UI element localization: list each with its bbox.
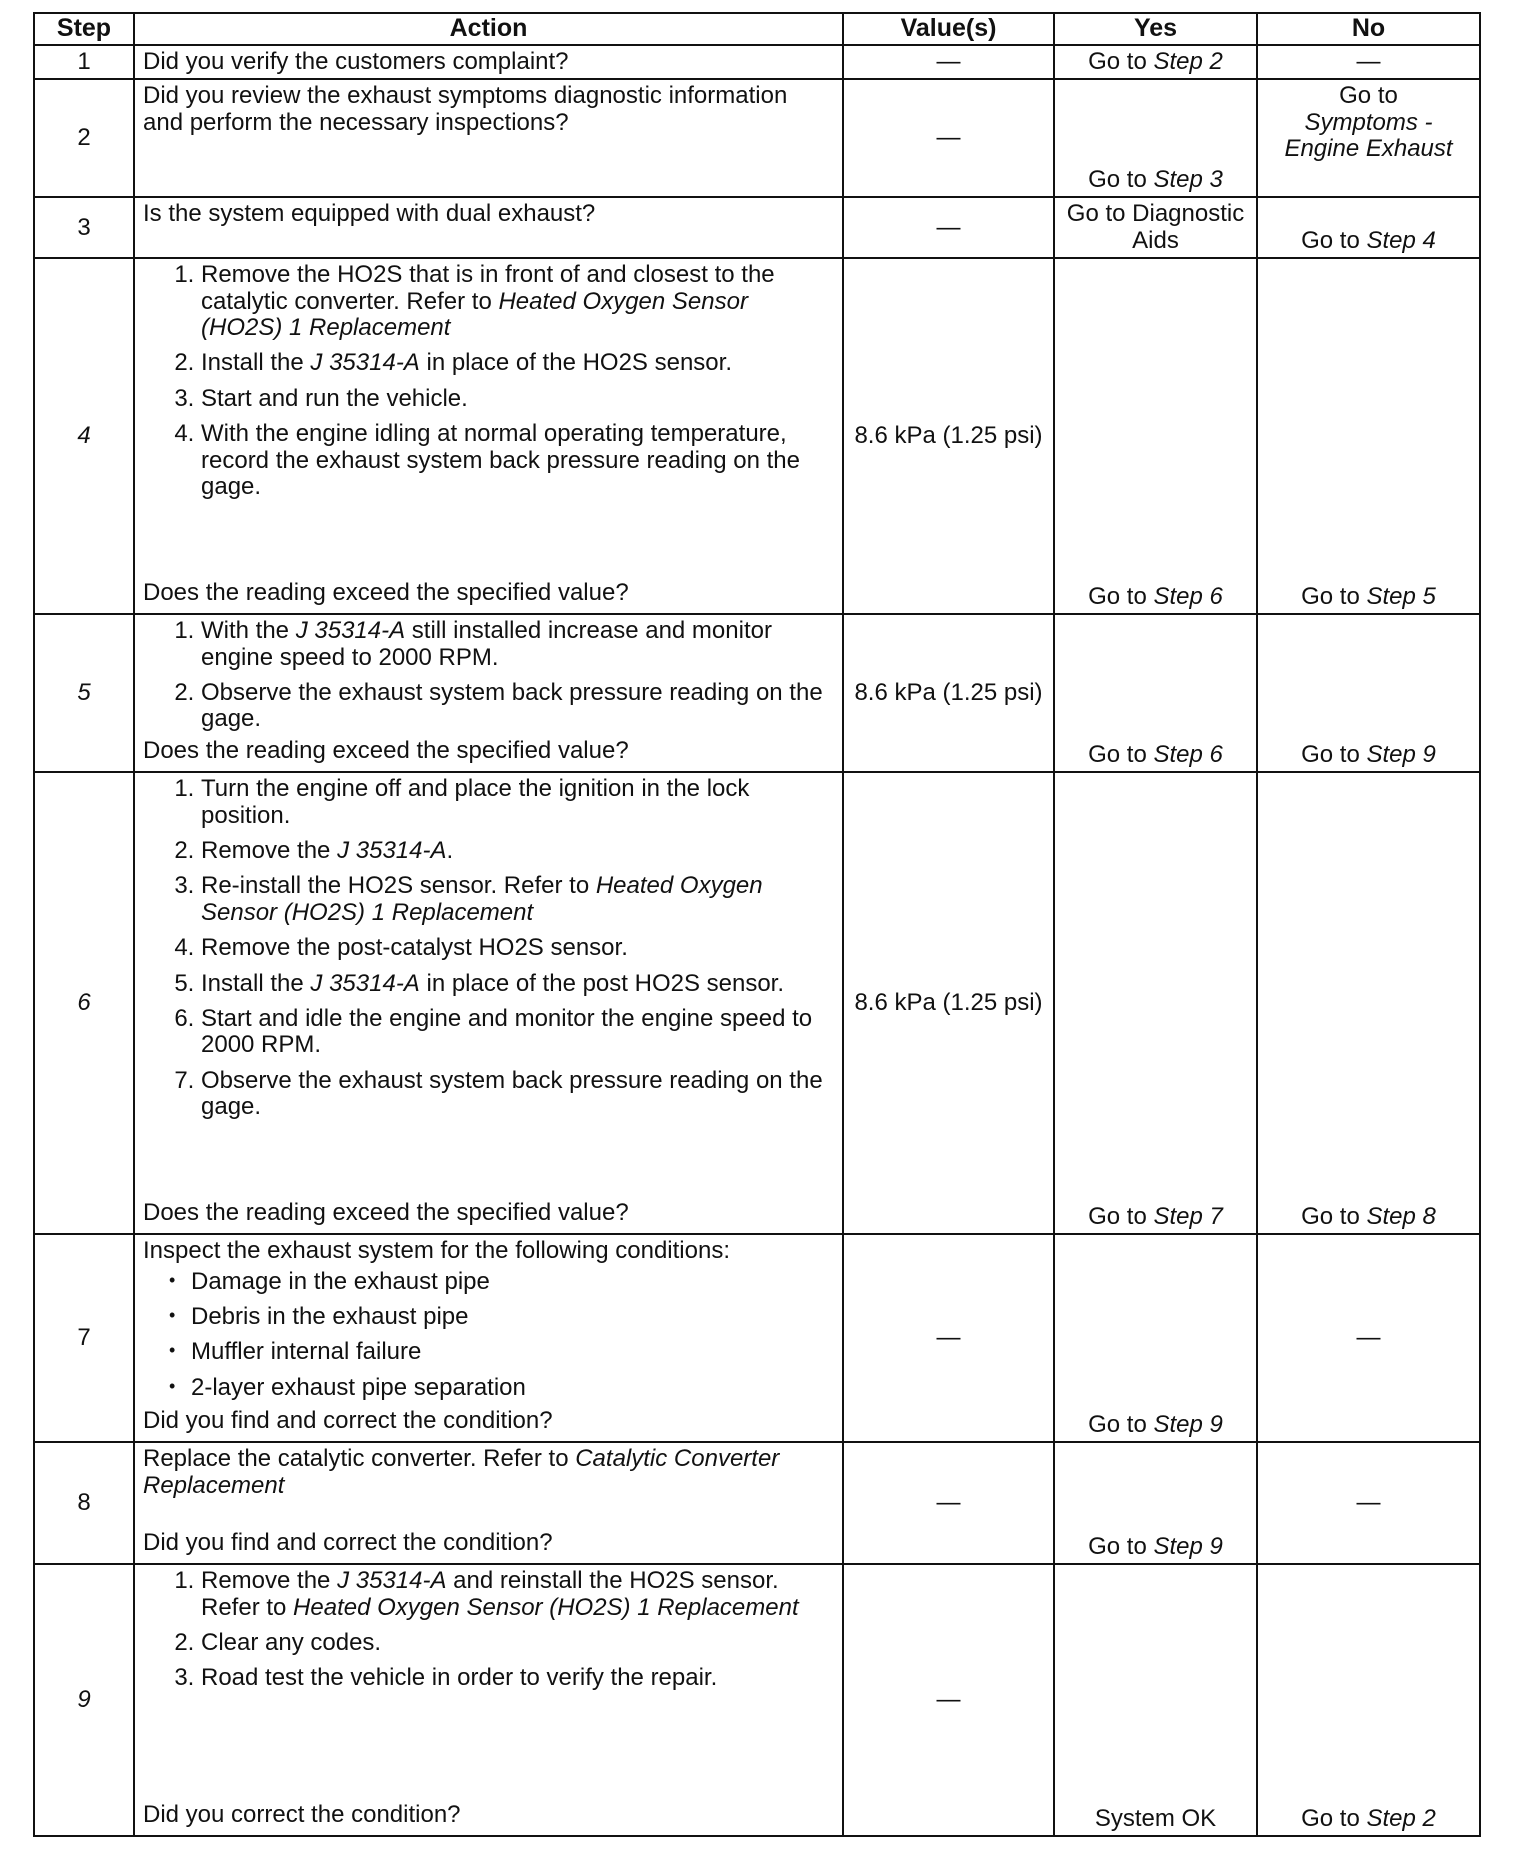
condition-list xyxy=(143,1269,832,1402)
item-text: still installed increase and monitor engine speed to 2000 RPM. xyxy=(201,617,772,671)
table-row-step-5 xyxy=(34,614,1480,772)
question-text: Did you review the exhaust symptoms diagnostic information and perform the necessary inspections? xyxy=(143,82,788,136)
step-number: 1 xyxy=(34,45,134,79)
goto-label: Go to xyxy=(1088,1410,1154,1438)
header-step: Step xyxy=(34,13,134,45)
diagnostic-table xyxy=(33,12,1481,1837)
goto-target: Step 3 xyxy=(1153,166,1223,193)
value-cell: 8.6 kPa (1.25 psi) xyxy=(843,614,1054,772)
action-item: 7. Observe the exhaust system back pressure reading on the gage. xyxy=(201,1068,832,1121)
goto-target: Step 4 xyxy=(1366,226,1436,254)
goto-label: Go to xyxy=(1088,48,1154,75)
step-number: 3 xyxy=(34,197,134,258)
value-cell: — xyxy=(843,79,1054,197)
action-item: 4. Remove the post-catalyst HO2S sensor. xyxy=(201,935,832,961)
condition-item: • Debris in the exhaust pipe xyxy=(191,1304,832,1330)
no-cell: — xyxy=(1257,1234,1480,1442)
item-text: and reinstall the HO2S sensor. Refer to xyxy=(201,1567,779,1621)
goto-label: Go to xyxy=(1301,1804,1367,1832)
goto-label: Go to xyxy=(1088,582,1154,610)
goto-target: Step 6 xyxy=(1153,582,1223,610)
value-cell: — xyxy=(843,1234,1054,1442)
question-text: Is the system equipped with dual exhaust? xyxy=(143,200,596,228)
table-row-step-7 xyxy=(34,1234,1480,1442)
question-text: Did you find and correct the condition? xyxy=(143,1528,553,1556)
no-cell xyxy=(1257,614,1480,772)
yes-cell xyxy=(1054,79,1257,197)
goto-target: Step 7 xyxy=(1153,1202,1223,1230)
value-cell: 8.6 kPa (1.25 psi) xyxy=(843,258,1054,614)
value-cell: 8.6 kPa (1.25 psi) xyxy=(843,772,1054,1234)
action-cell xyxy=(134,772,843,1234)
reference-link: Heated Oxygen Sensor (HO2S) 1 Replacement xyxy=(293,1593,799,1621)
goto-label: Go to xyxy=(1088,1532,1154,1560)
goto-target: Step 9 xyxy=(1366,740,1436,768)
header-no: No xyxy=(1257,13,1480,45)
intro-text xyxy=(143,1446,832,1499)
goto-target: Step 2 xyxy=(1366,1804,1436,1832)
header-row xyxy=(34,13,1480,45)
item-text: Replace the catalytic converter. Refer to xyxy=(143,1445,576,1473)
action-list xyxy=(143,1568,832,1692)
question-text: Does the reading exceed the specified value? xyxy=(143,736,629,764)
yes-cell xyxy=(1054,258,1257,614)
goto-target: Step 9 xyxy=(1153,1410,1223,1438)
table-row-step-4 xyxy=(34,258,1480,614)
action-item: 2. Clear any codes. xyxy=(201,1630,832,1656)
item-text: Remove the HO2S that is in front of and closest to the catalytic converter. Refer to xyxy=(201,261,775,315)
goto-target: Step 6 xyxy=(1153,740,1223,768)
yes-cell xyxy=(1054,772,1257,1234)
item-text: Remove the xyxy=(201,1567,338,1595)
condition-item: • Muffler internal failure xyxy=(191,1339,832,1365)
item-text: . xyxy=(446,836,454,864)
action-item: 2. Observe the exhaust system back pressure reading on the gage. xyxy=(201,680,832,733)
no-cell: — xyxy=(1257,45,1480,79)
tool-name: J 35314-A xyxy=(310,349,420,377)
goto-label: Go to xyxy=(1088,166,1154,193)
question-text: Did you verify the customers complaint? xyxy=(143,48,569,75)
action-cell xyxy=(134,1564,843,1836)
action-cell xyxy=(134,45,843,79)
item-text: With the xyxy=(201,617,296,645)
table-row-step-2 xyxy=(34,79,1480,197)
action-item xyxy=(201,262,832,341)
table-row-step-3 xyxy=(34,197,1480,258)
header-yes: Yes xyxy=(1054,13,1257,45)
table-row-step-9 xyxy=(34,1564,1480,1836)
goto-label: Go to xyxy=(1301,1202,1367,1230)
reference-link: Heated Oxygen Sensor (HO2S) 1 Replacement xyxy=(201,872,763,926)
action-cell xyxy=(134,197,843,258)
action-cell xyxy=(134,79,843,197)
question-text: Did you find and correct the condition? xyxy=(143,1406,553,1434)
step-number: 7 xyxy=(34,1234,134,1442)
tool-name: J 35314-A xyxy=(337,836,447,864)
action-item xyxy=(201,350,832,376)
step-number: 8 xyxy=(34,1442,134,1564)
yes-cell: Go to Diagnostic Aids xyxy=(1054,197,1257,258)
no-cell xyxy=(1257,1564,1480,1836)
header-values: Value(s) xyxy=(843,13,1054,45)
question-text: Does the reading exceed the specified value? xyxy=(143,578,629,606)
action-item: 6. Start and idle the engine and monitor the engine speed to 2000 RPM. xyxy=(201,1006,832,1059)
action-item xyxy=(201,838,832,864)
action-cell xyxy=(134,614,843,772)
condition-item: • Damage in the exhaust pipe xyxy=(191,1269,832,1295)
value-cell: — xyxy=(843,45,1054,79)
yes-cell xyxy=(1054,1442,1257,1564)
table-row-step-6 xyxy=(34,772,1480,1234)
yes-cell xyxy=(1054,45,1257,79)
tool-name: J 35314-A xyxy=(295,617,406,645)
action-item: 1. Turn the engine off and place the ignition in the lock position. xyxy=(201,776,832,829)
action-item xyxy=(201,618,832,671)
step-number: 9 xyxy=(34,1564,134,1836)
action-item xyxy=(201,873,832,926)
no-cell: — xyxy=(1257,1442,1480,1564)
step-number: 4 xyxy=(34,258,134,614)
goto-label: Go to xyxy=(1301,740,1367,768)
tool-name: J 35314-A xyxy=(337,1567,447,1595)
goto-label: Go to xyxy=(1301,582,1367,610)
action-cell xyxy=(134,1442,843,1564)
no-cell xyxy=(1257,197,1480,258)
no-cell xyxy=(1257,772,1480,1234)
goto-target: Step 9 xyxy=(1153,1532,1223,1560)
goto-target: Step 2 xyxy=(1153,48,1223,75)
condition-item: • 2-layer exhaust pipe separation xyxy=(191,1375,832,1401)
question-text: Did you correct the condition? xyxy=(143,1800,461,1828)
step-number: 2 xyxy=(34,79,134,197)
goto-label: Go to xyxy=(1301,226,1367,254)
goto-label: Go to xyxy=(1339,82,1398,110)
item-text: in place of the post HO2S sensor. xyxy=(419,969,785,997)
item-text: Re-install the HO2S sensor. Refer to xyxy=(201,872,596,900)
table-row-step-1 xyxy=(34,45,1480,79)
goto-label: Go to xyxy=(1088,1202,1154,1230)
action-list xyxy=(143,776,832,1120)
value-cell: — xyxy=(843,197,1054,258)
table-row-step-8 xyxy=(34,1442,1480,1564)
item-text: Remove the xyxy=(201,836,338,864)
action-item: 3. Start and run the vehicle. xyxy=(201,386,832,412)
value-cell: — xyxy=(843,1442,1054,1564)
value-cell: — xyxy=(843,1564,1054,1836)
yes-cell: System OK xyxy=(1054,1564,1257,1836)
no-cell xyxy=(1257,258,1480,614)
item-text: in place of the HO2S sensor. xyxy=(419,349,732,377)
action-list xyxy=(143,618,832,733)
action-cell xyxy=(134,258,843,614)
no-cell xyxy=(1257,79,1480,197)
tool-name: J 35314-A xyxy=(310,969,420,997)
action-item: 4. With the engine idling at normal operating temperature, record the exhaust system back pressure reading on the gage. xyxy=(201,421,832,500)
step-number: 5 xyxy=(34,614,134,772)
intro-text: Inspect the exhaust system for the following conditions: xyxy=(143,1237,730,1265)
question-text: Does the reading exceed the specified value? xyxy=(143,1198,629,1226)
goto-target: Step 8 xyxy=(1366,1202,1436,1230)
item-text: Install the xyxy=(201,969,311,997)
action-item xyxy=(201,1568,832,1621)
action-item xyxy=(201,971,832,997)
yes-cell xyxy=(1054,1234,1257,1442)
step-number: 6 xyxy=(34,772,134,1234)
action-item: 3. Road test the vehicle in order to verify the repair. xyxy=(201,1665,832,1691)
yes-cell xyxy=(1054,614,1257,772)
action-list xyxy=(143,262,832,500)
item-text: Install the xyxy=(201,349,311,377)
reference-link: Heated Oxygen Sensor (HO2S) 1 Replacement xyxy=(201,287,748,341)
action-cell xyxy=(134,1234,843,1442)
goto-target: Step 5 xyxy=(1366,582,1436,610)
goto-target: Symptoms - Engine Exhaust xyxy=(1284,108,1453,163)
header-action: Action xyxy=(134,13,843,45)
goto-label: Go to xyxy=(1088,740,1154,768)
reference-link: Catalytic Converter Replacement xyxy=(143,1445,780,1499)
